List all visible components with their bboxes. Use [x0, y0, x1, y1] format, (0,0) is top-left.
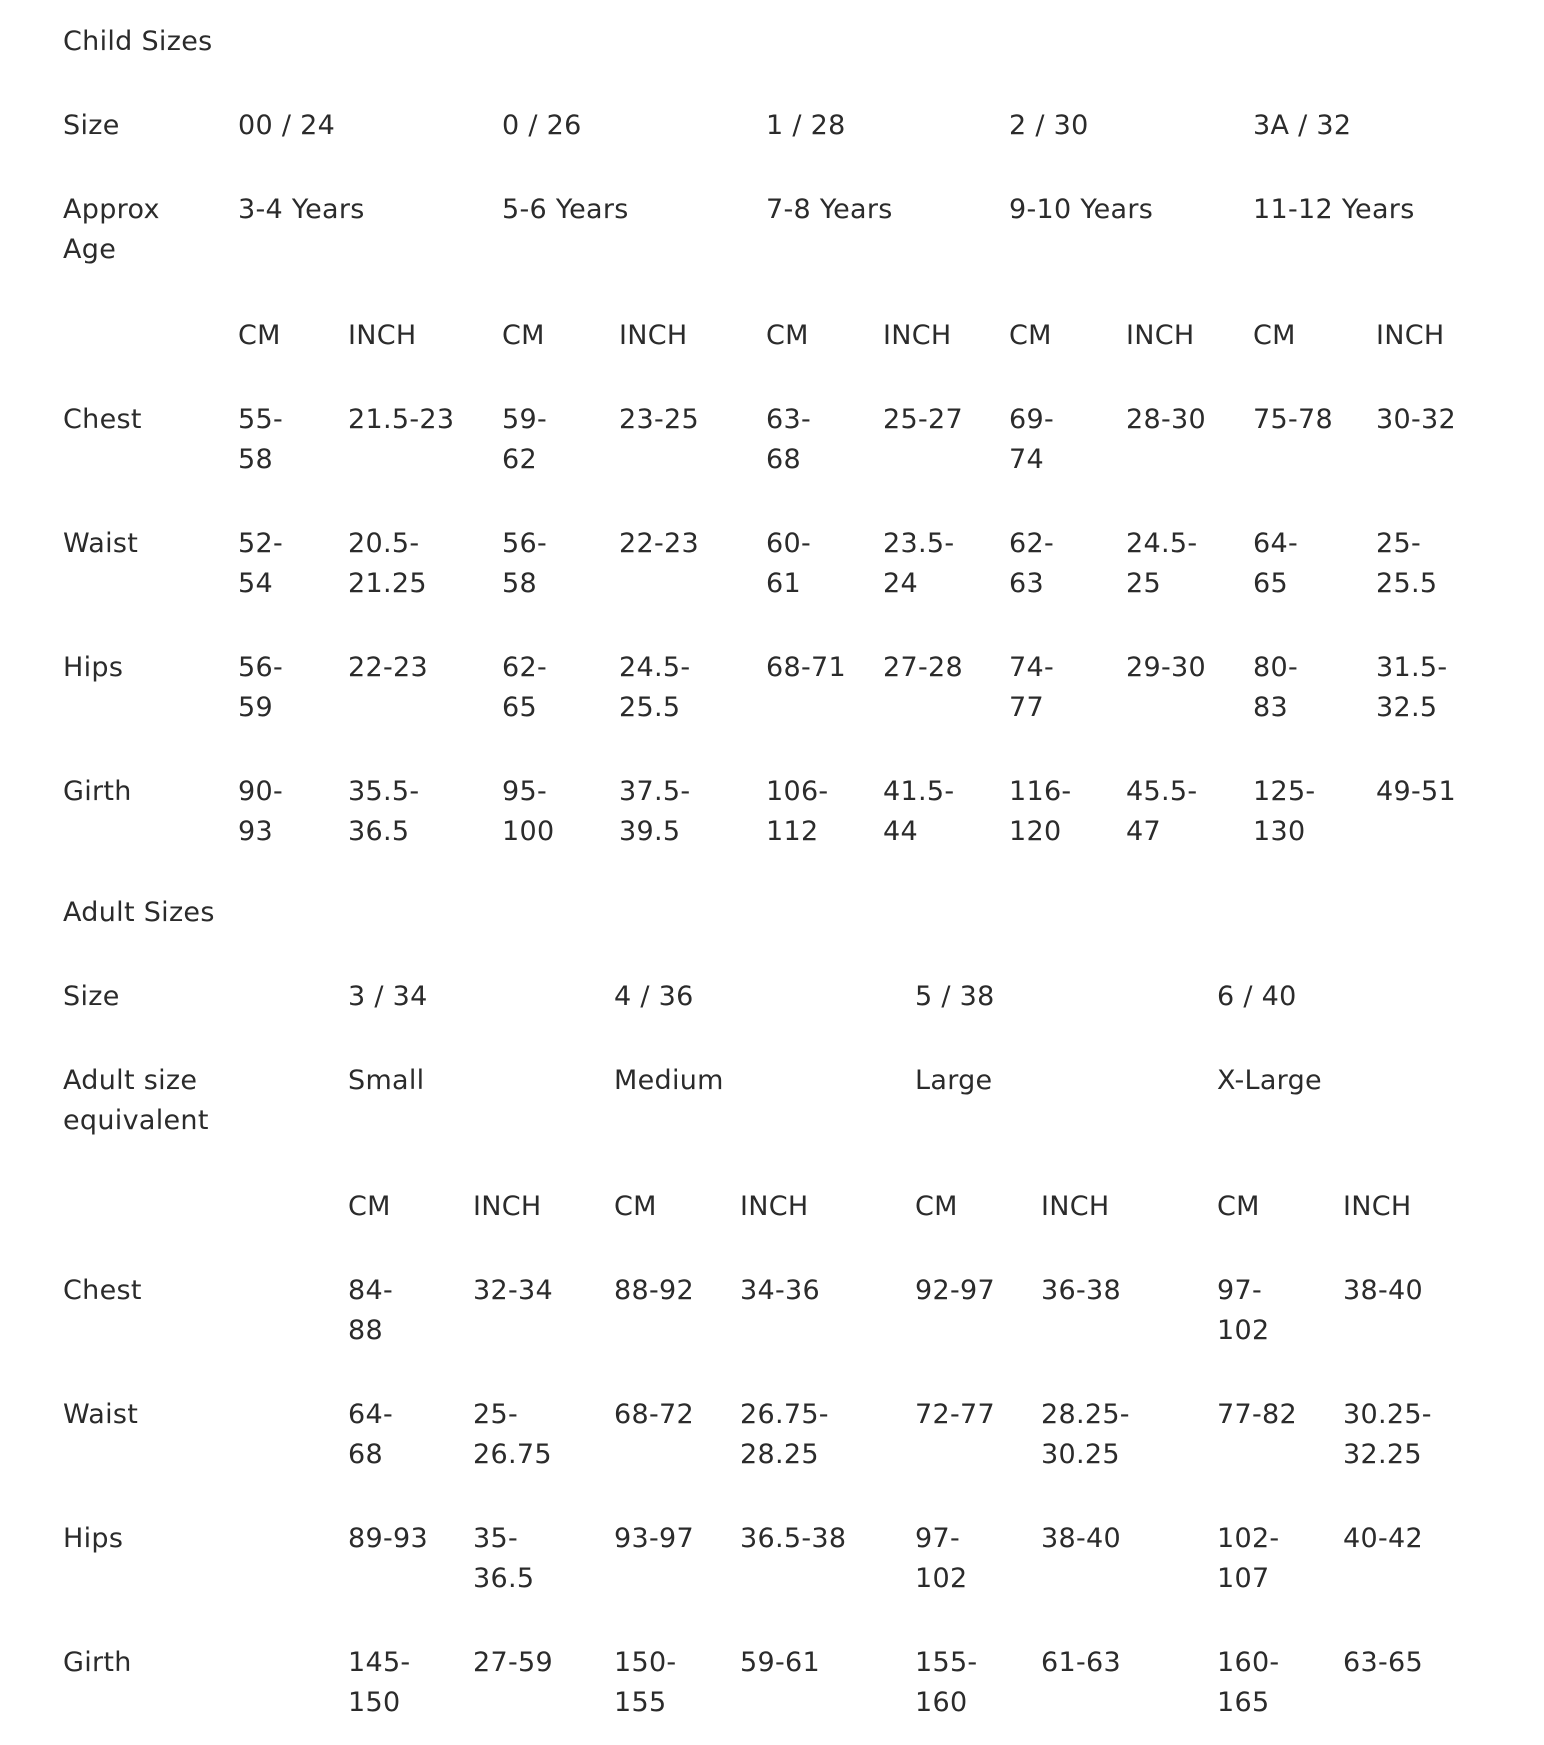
adult-unit-header: CM	[1217, 1191, 1260, 1222]
child-measure-value: 65	[502, 692, 537, 723]
adult-measure-value: 72-77	[915, 1399, 995, 1430]
adult-equivalent-value: Small	[348, 1065, 425, 1096]
adult-measure-value: 150	[348, 1687, 401, 1718]
child-measure-value: 60-	[766, 528, 811, 559]
child-measure-value: 24	[883, 568, 918, 599]
adult-measure-value: 102	[1217, 1315, 1270, 1346]
adult-measure-value: 155-	[915, 1647, 978, 1678]
adult-measure-value: 28.25-	[1041, 1399, 1130, 1430]
child-measure-value: 45.5-	[1126, 776, 1198, 807]
adult-measure-value: 102	[915, 1563, 968, 1594]
child-measure-value: 62-	[1009, 528, 1054, 559]
child-measure-value: 25.5	[619, 692, 681, 723]
child-size-value: 0 / 26	[502, 110, 582, 141]
child-measure-value: 100	[502, 816, 555, 847]
child-measure-value: 58	[502, 568, 537, 599]
child-measure-label-hips: Hips	[63, 652, 124, 683]
child-measure-value: 23-25	[619, 404, 699, 435]
adult-equivalent-value: Large	[915, 1065, 993, 1096]
child-age-value: 9-10 Years	[1009, 194, 1154, 225]
adult-unit-header: CM	[348, 1191, 391, 1222]
adult-measure-value: 36.5	[473, 1563, 535, 1594]
child-measure-value: 36.5	[348, 816, 410, 847]
child-measure-value: 20.5-	[348, 528, 420, 559]
child-measure-value: 37.5-	[619, 776, 691, 807]
child-measure-value: 75-78	[1253, 404, 1333, 435]
adult-measure-value: 89-93	[348, 1523, 428, 1554]
child-age-label: Age	[63, 234, 117, 265]
child-measure-value: 93	[238, 816, 273, 847]
child-unit-header: INCH	[1376, 320, 1445, 351]
adult-unit-header: CM	[915, 1191, 958, 1222]
adult-measure-value: 160	[915, 1687, 968, 1718]
adult-equivalent-label: equivalent	[63, 1105, 209, 1136]
child-age-label: Approx	[63, 194, 160, 225]
adult-measure-value: 68-72	[614, 1399, 694, 1430]
child-measure-value: 125-	[1253, 776, 1316, 807]
child-size-value: 00 / 24	[238, 110, 336, 141]
child-measure-value: 24.5-	[619, 652, 691, 683]
adult-measure-value: 88-92	[614, 1275, 694, 1306]
child-measure-value: 116-	[1009, 776, 1072, 807]
child-measure-value: 44	[883, 816, 918, 847]
child-sizes-heading: Child Sizes	[63, 26, 213, 57]
child-size-value: 1 / 28	[766, 110, 846, 141]
adult-measure-value: 35-	[473, 1523, 518, 1554]
child-measure-value: 22-23	[619, 528, 699, 559]
adult-measure-value: 28.25	[740, 1439, 819, 1470]
adult-equivalent-value: Medium	[614, 1065, 724, 1096]
adult-unit-header: INCH	[1343, 1191, 1412, 1222]
child-unit-header: INCH	[1126, 320, 1195, 351]
child-measure-value: 25.5	[1376, 568, 1438, 599]
child-measure-value: 83	[1253, 692, 1288, 723]
child-measure-value: 61	[766, 568, 801, 599]
child-measure-value: 30-32	[1376, 404, 1456, 435]
adult-measure-value: 102-	[1217, 1523, 1280, 1554]
adult-measure-label-hips: Hips	[63, 1523, 124, 1554]
adult-measure-label-waist: Waist	[63, 1399, 139, 1430]
child-measure-value: 68-71	[766, 652, 846, 683]
adult-unit-header: INCH	[473, 1191, 542, 1222]
adult-measure-value: 34-36	[740, 1275, 820, 1306]
adult-unit-header: CM	[614, 1191, 657, 1222]
child-measure-value: 35.5-	[348, 776, 420, 807]
child-measure-value: 59-	[502, 404, 547, 435]
adult-measure-value: 97-	[1217, 1275, 1262, 1306]
adult-measure-value: 32-34	[473, 1275, 553, 1306]
adult-size-value: 4 / 36	[614, 981, 694, 1012]
adult-measure-value: 107	[1217, 1563, 1270, 1594]
child-measure-value: 64-	[1253, 528, 1298, 559]
child-measure-label-chest: Chest	[63, 404, 142, 435]
child-unit-header: INCH	[348, 320, 417, 351]
child-measure-value: 23.5-	[883, 528, 955, 559]
adult-measure-value: 155	[614, 1687, 667, 1718]
adult-measure-value: 25-	[473, 1399, 518, 1430]
child-measure-value: 63	[1009, 568, 1044, 599]
child-size-label: Size	[63, 110, 120, 141]
child-unit-header: CM	[1253, 320, 1296, 351]
adult-measure-value: 165	[1217, 1687, 1270, 1718]
adult-measure-value: 30.25	[1041, 1439, 1120, 1470]
adult-size-value: 5 / 38	[915, 981, 995, 1012]
child-measure-value: 69-	[1009, 404, 1054, 435]
child-size-value: 2 / 30	[1009, 110, 1089, 141]
adult-measure-value: 63-65	[1343, 1647, 1423, 1678]
child-measure-value: 41.5-	[883, 776, 955, 807]
adult-measure-value: 84-	[348, 1275, 393, 1306]
adult-unit-header: INCH	[740, 1191, 809, 1222]
adult-measure-value: 26.75	[473, 1439, 552, 1470]
adult-measure-value: 150-	[614, 1647, 677, 1678]
child-unit-header: CM	[1009, 320, 1052, 351]
child-unit-header: CM	[502, 320, 545, 351]
adult-measure-value: 59-61	[740, 1647, 820, 1678]
child-measure-value: 74-	[1009, 652, 1054, 683]
child-measure-value: 130	[1253, 816, 1306, 847]
adult-measure-value: 36.5-38	[740, 1523, 847, 1554]
child-age-value: 7-8 Years	[766, 194, 893, 225]
child-unit-header: CM	[238, 320, 281, 351]
adult-measure-value: 68	[348, 1439, 383, 1470]
child-measure-value: 25-	[1376, 528, 1421, 559]
adult-measure-value: 27-59	[473, 1647, 553, 1678]
adult-measure-value: 32.25	[1343, 1439, 1422, 1470]
adult-measure-value: 93-97	[614, 1523, 694, 1554]
child-measure-value: 56-	[502, 528, 547, 559]
adult-measure-value: 36-38	[1041, 1275, 1121, 1306]
adult-measure-value: 160-	[1217, 1647, 1280, 1678]
adult-measure-value: 40-42	[1343, 1523, 1423, 1554]
adult-unit-header: INCH	[1041, 1191, 1110, 1222]
child-measure-value: 80-	[1253, 652, 1298, 683]
adult-measure-value: 77-82	[1217, 1399, 1297, 1430]
child-measure-value: 28-30	[1126, 404, 1206, 435]
child-measure-label-girth: Girth	[63, 776, 132, 807]
child-measure-value: 120	[1009, 816, 1062, 847]
child-measure-value: 27-28	[883, 652, 963, 683]
adult-size-value: 3 / 34	[348, 981, 428, 1012]
child-measure-value: 39.5	[619, 816, 681, 847]
child-age-value: 3-4 Years	[238, 194, 365, 225]
child-measure-value: 90-	[238, 776, 283, 807]
child-measure-label-waist: Waist	[63, 528, 139, 559]
child-measure-value: 49-51	[1376, 776, 1456, 807]
child-measure-value: 54	[238, 568, 273, 599]
child-unit-header: INCH	[883, 320, 952, 351]
adult-measure-value: 26.75-	[740, 1399, 829, 1430]
child-measure-value: 25	[1126, 568, 1161, 599]
child-measure-value: 56-	[238, 652, 283, 683]
child-measure-value: 52-	[238, 528, 283, 559]
child-measure-value: 62-	[502, 652, 547, 683]
adult-size-value: 6 / 40	[1217, 981, 1297, 1012]
child-measure-value: 31.5-	[1376, 652, 1448, 683]
adult-size-label: Size	[63, 981, 120, 1012]
adult-equivalent-label: Adult size	[63, 1065, 198, 1096]
child-unit-header: INCH	[619, 320, 688, 351]
adult-measure-value: 61-63	[1041, 1647, 1121, 1678]
adult-measure-value: 97-	[915, 1523, 960, 1554]
child-age-value: 5-6 Years	[502, 194, 629, 225]
adult-measure-value: 145-	[348, 1647, 411, 1678]
child-measure-value: 106-	[766, 776, 829, 807]
adult-measure-value: 38-40	[1041, 1523, 1121, 1554]
child-measure-value: 95-	[502, 776, 547, 807]
child-unit-header: CM	[766, 320, 809, 351]
child-measure-value: 63-	[766, 404, 811, 435]
child-measure-value: 65	[1253, 568, 1288, 599]
adult-measure-value: 92-97	[915, 1275, 995, 1306]
child-measure-value: 22-23	[348, 652, 428, 683]
adult-measure-label-chest: Chest	[63, 1275, 142, 1306]
adult-measure-label-girth: Girth	[63, 1647, 132, 1678]
child-measure-value: 55-	[238, 404, 283, 435]
child-measure-value: 62	[502, 444, 537, 475]
child-measure-value: 59	[238, 692, 273, 723]
child-measure-value: 25-27	[883, 404, 963, 435]
adult-sizes-heading: Adult Sizes	[63, 897, 215, 928]
child-measure-value: 112	[766, 816, 819, 847]
child-measure-value: 47	[1126, 816, 1161, 847]
adult-equivalent-value: X-Large	[1217, 1065, 1322, 1096]
child-measure-value: 21.25	[348, 568, 427, 599]
adult-measure-value: 88	[348, 1315, 383, 1346]
child-measure-value: 24.5-	[1126, 528, 1198, 559]
child-size-value: 3A / 32	[1253, 110, 1352, 141]
child-measure-value: 29-30	[1126, 652, 1206, 683]
child-age-value: 11-12 Years	[1253, 194, 1415, 225]
adult-measure-value: 30.25-	[1343, 1399, 1432, 1430]
child-measure-value: 21.5-23	[348, 404, 455, 435]
child-measure-value: 74	[1009, 444, 1044, 475]
adult-measure-value: 38-40	[1343, 1275, 1423, 1306]
child-measure-value: 77	[1009, 692, 1044, 723]
child-measure-value: 68	[766, 444, 801, 475]
adult-measure-value: 64-	[348, 1399, 393, 1430]
child-measure-value: 32.5	[1376, 692, 1438, 723]
child-measure-value: 58	[238, 444, 273, 475]
